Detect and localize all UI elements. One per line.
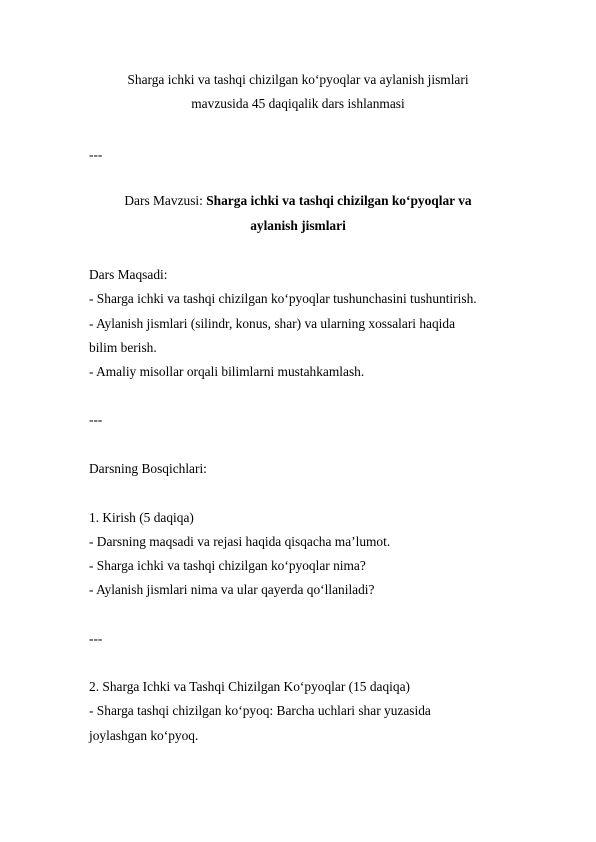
goals-heading: Dars Maqsadi: — [89, 267, 168, 282]
intro-item-3: - Aylanish jismlari nima va ular qayerda qo‘llaniladi? — [89, 582, 375, 597]
document-title-line-1: Sharga ichki va tashqi chizilgan ko‘pyoqlar va aylanish jismlari — [127, 72, 469, 87]
section-2-item-1-line-1: - Sharga tashqi chizilgan ko‘pyoq: Barcha uchlari shar yuzasida — [89, 703, 431, 718]
goals-item-3: - Amaliy misollar orqali bilimlarni mustahkamlash. — [89, 364, 365, 379]
section-2-heading: 2. Sharga Ichki va Tashqi Chizilgan Ko‘pyoqlar (15 daqiqa) — [89, 679, 410, 694]
stages-heading: Darsning Bosqichlari: — [89, 461, 207, 476]
intro-heading: 1. Kirish (5 daqiqa) — [89, 510, 194, 525]
topic-value: Sharga ichki va tashqi chizilgan ko‘pyoqlar va — [206, 193, 472, 208]
intro-item-2: - Sharga ichki va tashqi chizilgan ko‘pyoqlar nima? — [89, 558, 366, 573]
topic-line-1 — [0, 193, 596, 209]
goals-item-2-line-2: bilim berish. — [89, 340, 157, 355]
separator: --- — [89, 412, 103, 427]
goals-item-1: - Sharga ichki va tashqi chizilgan ko‘pyoqlar tushunchasini tushuntirish. — [89, 291, 477, 306]
separator: --- — [89, 147, 103, 162]
goals-item-2-line-1: - Aylanish jismlari (silindr, konus, shar) va ularning xossalari haqida — [89, 316, 456, 331]
section-2-item-1-line-2: joylashgan ko‘pyoq. — [89, 728, 199, 743]
separator: --- — [89, 631, 103, 646]
document-title-line-2: mavzusida 45 daqiqalik dars ishlanmasi — [191, 96, 405, 111]
topic-label: Dars Mavzusi: — [124, 193, 207, 208]
intro-item-1: - Darsning maqsadi va rejasi haqida qisqacha ma’lumot. — [89, 534, 391, 549]
topic-line-2: aylanish jismlari — [250, 218, 346, 233]
